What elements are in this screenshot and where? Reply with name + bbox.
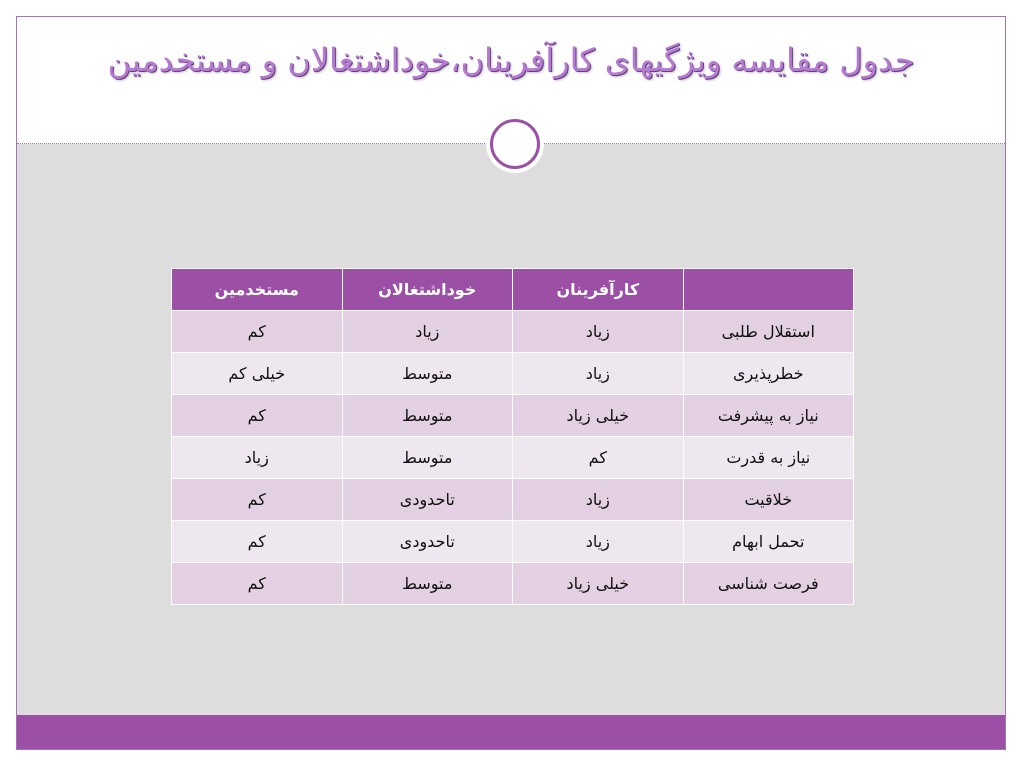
table-cell: زیاد <box>513 521 683 563</box>
table-cell: کم <box>172 395 343 437</box>
table-cell: خیلی کم <box>172 353 343 395</box>
bottom-accent-bar <box>17 715 1005 749</box>
table-row <box>172 353 854 395</box>
table-row <box>172 395 854 437</box>
row-label: خطرپذیری <box>683 353 853 395</box>
table-cell: زیاد <box>513 479 683 521</box>
table-cell: زیاد <box>513 353 683 395</box>
table-cell: تاحدودی <box>342 521 513 563</box>
header-cell-self-employed: خوداشتغالان <box>342 269 513 311</box>
table-row <box>172 521 854 563</box>
table-cell: زیاد <box>172 437 343 479</box>
table-row <box>172 563 854 605</box>
slide-title: جدول مقایسه ویژگیهای کارآفرینان،خوداشتغالان و مستخدمین <box>107 41 915 79</box>
row-label: تحمل ابهام <box>683 521 853 563</box>
row-label: استقلال طلبی <box>683 311 853 353</box>
ring-icon <box>490 119 540 169</box>
table-header-row <box>172 269 854 311</box>
table-cell: زیاد <box>513 311 683 353</box>
table-cell: خیلی زیاد <box>513 563 683 605</box>
table-cell: کم <box>172 311 343 353</box>
table-cell: تاحدودی <box>342 479 513 521</box>
table-cell: متوسط <box>342 353 513 395</box>
table-row <box>172 437 854 479</box>
table-cell: کم <box>172 479 343 521</box>
row-label: خلاقیت <box>683 479 853 521</box>
table-cell: متوسط <box>342 437 513 479</box>
row-label: نیاز به قدرت <box>683 437 853 479</box>
table-cell: کم <box>513 437 683 479</box>
table-cell: کم <box>172 521 343 563</box>
table-cell: متوسط <box>342 395 513 437</box>
table-cell: متوسط <box>342 563 513 605</box>
comparison-table <box>171 268 854 605</box>
header-cell-empty <box>683 269 853 311</box>
header-cell-entrepreneurs: کارآفرینان <box>513 269 683 311</box>
row-label: نیاز به پیشرفت <box>683 395 853 437</box>
table-cell: زیاد <box>342 311 513 353</box>
table-row <box>172 311 854 353</box>
table-cell: خیلی زیاد <box>513 395 683 437</box>
table-cell: کم <box>172 563 343 605</box>
row-label: فرصت شناسی <box>683 563 853 605</box>
header-cell-employees: مستخدمین <box>172 269 343 311</box>
slide-frame <box>16 16 1006 750</box>
table-row <box>172 479 854 521</box>
